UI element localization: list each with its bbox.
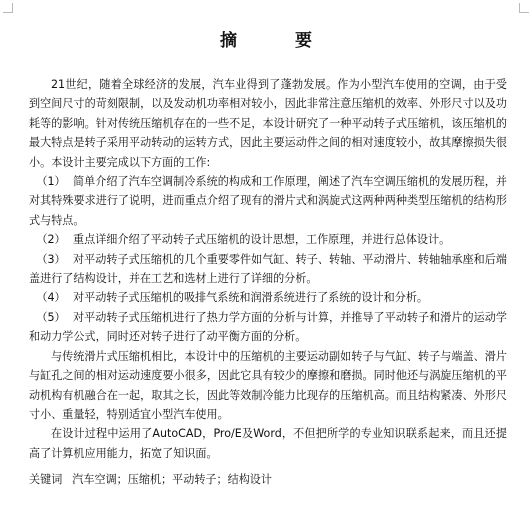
keywords-text: 汽车空调；压缩机；平动转子；结构设计 <box>72 473 272 486</box>
list-item-1 <box>29 172 507 230</box>
comparison-paragraph: 与传统滑片式压缩机相比，本设计中的压缩机的主要运动副如转子与气缸、转子与端盖、滑片与缸孔之间的相对运动速度要小很多，因此它具有较少的摩擦和磨损。同时他还与涡旋压缩机的平动机构有机融合在一起，取其之长，因此等效制冷能力比现存的压缩机高。而且结构紧凑、外形尺寸小、重量轻，特别适宜小型汽车使用。 <box>29 349 507 421</box>
list-item-number: （1） <box>36 175 66 189</box>
abstract-body <box>29 75 507 463</box>
list-item-number: （5） <box>36 310 66 324</box>
keywords-line <box>29 470 507 489</box>
list-item-text: 简单介绍了汽车空调制冷系统的构成和工作原理，阐述了汽车空调压缩机的发展历程，并对其特殊要求进行了说明，进而重点介绍了现有的滑片式和涡旋式这两种两种类型压缩机的结构形式与特点。 <box>29 175 507 227</box>
list-item-2 <box>29 230 507 249</box>
list-item-text: 对平动转子式压缩机进行了热力学方面的分析与计算，并推导了平动转子和滑片的运动学和动力学公式，同时还对转子进行了动平衡方面的分析。 <box>29 310 507 344</box>
list-item-number: （4） <box>36 291 66 305</box>
list-item-text: 重点详细介绍了平动转子式压缩机的设计思想，工作原理，并进行总体设计。 <box>73 233 451 247</box>
list-item-number: （3） <box>36 252 66 266</box>
list-item-number: （2） <box>36 233 66 247</box>
list-item-text: 对平动转子式压缩机的几个重要零件如气缸、转子、转轴、平动滑片、转轴轴承座和后端盖进行了结构设计，并在工艺和选材上进行了详细的分析。 <box>29 252 507 286</box>
list-item-3 <box>29 250 507 289</box>
tools-paragraph: 在设计过程中运用了AutoCAD，Pro/E及Word，不但把所学的专业知识联系起来，而且还提高了计算机应用能力，拓宽了知识面。 <box>29 427 507 460</box>
list-item-5 <box>29 308 507 347</box>
list-item-4 <box>29 288 507 307</box>
keywords-label: 关键词 <box>29 473 63 486</box>
intro-paragraph: 21世纪，随着全球经济的发展，汽车业得到了蓬勃发展。作为小型汽车使用的空调，由于受到空间尺寸的苛刻限制，以及发动机功率相对较小，因此非常注意压缩机的效率、外形尺寸以及功耗等的影响。针对传统压缩机存在的一些不足，本设计研究了一种平动转子式压缩机，该压缩机的最大特点是转子采用平动转动的运转方式，因此主要运动件之间的相对速度较小，故其摩擦损失很小。本设计主要完成以下方面的工作: <box>29 78 507 169</box>
abstract-title: 摘 要 <box>220 31 338 51</box>
crop-mark-top-right <box>519 3 529 13</box>
list-item-text: 对平动转子式压缩机的吸排气系统和润滑系统进行了系统的设计和分析。 <box>73 291 429 305</box>
crop-mark-top-left <box>3 3 13 13</box>
